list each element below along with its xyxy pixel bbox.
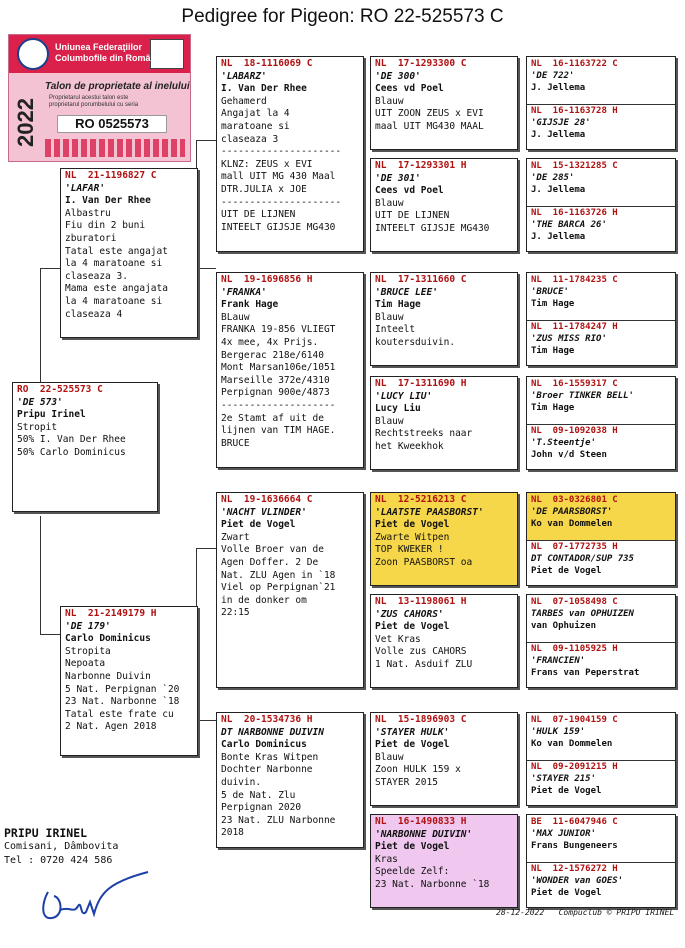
owner-name: Piet de Vogel	[375, 519, 450, 531]
info-line: Perpignan 900e/4873	[221, 387, 330, 399]
info-line: Zwart	[221, 531, 250, 543]
owner-name: Piet de Vogel	[531, 566, 602, 576]
connector-line	[40, 268, 41, 386]
great-grandparent-card[interactable]	[370, 492, 518, 586]
ancestor-pair-card[interactable]	[526, 56, 676, 150]
pigeon-name: 'LABARZ'	[221, 70, 267, 82]
owner-name: Piet de Vogel	[375, 621, 450, 633]
grandparent-card[interactable]	[216, 712, 364, 848]
pigeon-name: 'NACHT VLINDER'	[221, 506, 307, 518]
breeder-address: Comisani, Dâmbovita	[4, 841, 119, 852]
info-line: 2018	[221, 827, 244, 839]
pair-divider	[527, 862, 676, 863]
info-line: Narbonne Duivin	[65, 670, 151, 682]
ring-number: NL 19-1636664 C	[221, 494, 313, 505]
owner-name: Pripu Irinel	[17, 409, 86, 421]
owner-name: Carlo Dominicus	[221, 739, 307, 751]
owner-name: Frank Hage	[221, 299, 279, 311]
signature-image	[30, 862, 160, 932]
owner-name: J. Jellema	[531, 130, 586, 140]
info-line: Zoon PAASBORST oa	[375, 556, 473, 568]
ring-number: NL 07-1058498 C	[531, 597, 618, 607]
pigeon-name: TARBES van OPHUIZEN	[531, 609, 634, 619]
info-line: Inteelt	[375, 324, 416, 336]
owner-name: Carlo Dominicus	[65, 633, 151, 645]
info-line: Nat. ZLU Agen in `18	[221, 569, 336, 581]
pigeon-name: 'BRUCE'	[531, 287, 569, 297]
info-line: in de donker om	[221, 594, 307, 606]
ancestor-pair-card[interactable]	[526, 272, 676, 366]
pair-divider	[527, 320, 676, 321]
pair-divider	[527, 642, 676, 643]
pigeon-name: 'WONDER van GOES'	[531, 876, 624, 886]
pigeon-name: 'DE 285'	[531, 173, 575, 183]
ring-number: NL 21-1196827 C	[65, 170, 157, 181]
info-line: Albastru	[65, 207, 111, 219]
info-line: 5 de Nat. Zlu	[221, 789, 296, 801]
info-line: 5 Nat. Perpignan `20	[65, 683, 180, 695]
ring-number: NL 16-1559317 C	[531, 379, 618, 389]
pair-divider	[527, 206, 676, 207]
dam-card[interactable]	[60, 606, 198, 756]
info-line: Gehamerd	[221, 95, 267, 107]
ring-number: NL 16-1163722 C	[531, 59, 618, 69]
pigeon-name: DT NARBONNE DUIVIN	[221, 726, 324, 738]
stamp-line1: Uniunea Federaţiilor	[55, 42, 143, 52]
pigeon-name: 'THE BARCA 26'	[531, 220, 607, 230]
page-title: Pedigree for Pigeon: RO 22-525573 C	[181, 6, 504, 27]
owner-name: Ko van Dommelen	[531, 519, 613, 529]
info-line: maal UIT MG430 MAAL	[375, 120, 484, 132]
pigeon-name: 'STAYER HULK'	[375, 726, 450, 738]
pigeon-name: 'DE 573'	[17, 396, 63, 408]
ring-number: NL 17-1293301 H	[375, 160, 467, 171]
info-line: Volle zus CAHORS	[375, 646, 467, 658]
info-line: Angajat la 4	[221, 108, 290, 120]
pigeon-name: 'BRUCE LEE'	[375, 286, 438, 298]
owner-name: Frans van Peperstrat	[531, 668, 640, 678]
info-line: lijnen van TIM HAGE.	[221, 425, 336, 437]
info-line: 2e Stamt af uit de	[221, 412, 324, 424]
ancestor-pair-card[interactable]	[526, 376, 676, 470]
ring-number: NL 16-1163728 H	[531, 106, 618, 116]
info-line: 22:15	[221, 607, 250, 619]
ring-number: NL 13-1198061 H	[375, 596, 467, 607]
footer-text: 28-12-2022 Compuclub © PRIPU IRINEL	[496, 908, 675, 917]
pigeon-name: 'DE 179'	[65, 620, 111, 632]
info-line: 23 Nat. ZLU Narbonne	[221, 814, 336, 826]
ring-number: NL 16-1163726 H	[531, 208, 618, 218]
ancestor-pair-card[interactable]	[526, 712, 676, 806]
owner-name: Tim Hage	[375, 299, 421, 311]
ring-number: NL 03-0326801 C	[531, 495, 618, 505]
info-line: Stropita	[65, 645, 111, 657]
info-line: Blauw	[375, 311, 404, 323]
owner-name: van Ophuizen	[531, 621, 597, 631]
info-line: 50% I. Van Der Rhee	[17, 434, 126, 446]
info-line: BLauw	[221, 311, 250, 323]
ring-number: NL 12-5216213 C	[375, 494, 467, 505]
ancestor-pair-card[interactable]	[526, 492, 676, 586]
great-grandparent-card[interactable]	[370, 376, 518, 470]
info-line: koutersduivin.	[375, 336, 456, 348]
ring-number: NL 20-1534736 H	[221, 714, 313, 725]
info-line: 23 Nat. Narbonne `18	[375, 878, 490, 890]
great-grandparent-card[interactable]	[370, 56, 518, 150]
ancestor-pair-card[interactable]	[526, 594, 676, 688]
owner-name: Piet de Vogel	[375, 739, 450, 751]
ring-number: BE 11-6047946 C	[531, 817, 618, 827]
info-line: Vet Kras	[375, 633, 421, 645]
ring-number: NL 07-1904159 C	[531, 715, 618, 725]
ring-number: NL 09-1092038 H	[531, 426, 618, 436]
pigeon-name: 'FRANCIEN'	[531, 656, 586, 666]
pigeon-name: 'DE 301'	[375, 172, 421, 184]
info-line: Viel op Perpignan`21	[221, 582, 336, 594]
info-line: 23 Nat. Narbonne `18	[65, 696, 180, 708]
owner-name: J. Jellema	[531, 232, 586, 242]
info-line: 50% Carlo Dominicus	[17, 446, 126, 458]
owner-name: Tim Hage	[531, 346, 575, 356]
great-grandparent-card[interactable]	[370, 272, 518, 366]
connector-line	[196, 140, 216, 141]
ring-number: RO 22-525573 C	[17, 384, 103, 395]
owner-name: Piet de Vogel	[221, 519, 296, 531]
info-line: Tatal este frate cu	[65, 708, 174, 720]
info-line: maratoane si	[221, 120, 290, 132]
info-line: Marseille 372e/4310	[221, 374, 330, 386]
ring-number: NL 17-1311660 C	[375, 274, 467, 285]
ring-number: NL 07-1772735 H	[531, 542, 618, 552]
connector-line	[196, 268, 216, 269]
info-line: BRUCE	[221, 437, 250, 449]
federation-logo-icon	[17, 38, 49, 70]
info-line: Fiu din 2 buni	[65, 220, 146, 232]
pigeon-name: 'FRANKA'	[221, 286, 267, 298]
breeder-name: PRIPU IRINEL	[4, 826, 88, 840]
stamp-pattern	[45, 139, 185, 157]
pair-divider	[527, 104, 676, 105]
pair-divider	[527, 424, 676, 425]
info-line: UIT ZOON ZEUS x EVI	[375, 108, 484, 120]
ring-number: NL 16-1490833 H	[375, 816, 467, 827]
info-line: 2 Nat. Agen 2018	[65, 721, 157, 733]
grandparent-card[interactable]	[216, 492, 364, 688]
info-line: zburatori	[65, 232, 117, 244]
ring-number: NL 11-1784235 C	[531, 275, 618, 285]
ancestor-pair-card[interactable]	[526, 158, 676, 252]
owner-name: I. Van Der Rhee	[65, 195, 151, 207]
connector-line	[40, 634, 60, 635]
sire-card[interactable]	[60, 168, 198, 338]
info-line: STAYER 2015	[375, 776, 438, 788]
ring-number: NL 11-1784247 H	[531, 322, 618, 332]
great-grandparent-card[interactable]	[370, 712, 518, 806]
info-line: la 4 maratoane si	[65, 295, 163, 307]
info-line: duivin.	[221, 776, 262, 788]
pigeon-name: 'DE 722'	[531, 71, 575, 81]
pigeon-name: 'HULK 159'	[531, 727, 586, 737]
owner-name: Frans Bungeneers	[531, 841, 618, 851]
info-line: claseaza 4	[65, 308, 123, 320]
info-line: DTR.JULIA x JOE	[221, 183, 307, 195]
info-line: Stropit	[17, 421, 58, 433]
pigeon-name: 'ZUS MISS RIO'	[531, 334, 607, 344]
pigeon-name: 'LAFAR'	[65, 182, 106, 194]
info-line: 4x mee, 4x Prijs.	[221, 336, 319, 348]
ring-number: NL 17-1311690 H	[375, 378, 467, 389]
ring-number: NL 15-1896903 C	[375, 714, 467, 725]
info-line: FRANKA 19-856 VLIEGT	[221, 324, 336, 336]
info-line: ---------------------	[221, 146, 342, 158]
connector-line	[40, 516, 41, 634]
ring-number: NL 09-1105925 H	[531, 644, 618, 654]
owner-name: Piet de Vogel	[531, 888, 602, 898]
owner-name: Lucy Liu	[375, 403, 421, 415]
info-line: INTEELT GIJSJE MG430	[375, 222, 490, 234]
pigeon-name: 'NARBONNE DUIVIN'	[375, 828, 473, 840]
info-line: UIT DE LIJNEN	[375, 210, 450, 222]
info-line: Volle Broer van de	[221, 544, 324, 556]
info-line: het Kweekhok	[375, 440, 444, 452]
pigeon-name: 'LAATSTE PAASBORST'	[375, 506, 484, 518]
ring-number: NL 18-1116069 C	[221, 58, 313, 69]
pigeon-name: 'STAYER 215'	[531, 774, 597, 784]
owner-name: Cees vd Poel	[375, 83, 444, 95]
info-line: Zwarte Witpen	[375, 531, 450, 543]
stamp-number: RO 0525573	[57, 115, 167, 133]
info-line: claseaza 3.	[65, 270, 128, 282]
ring-number: NL 17-1293300 C	[375, 58, 467, 69]
info-line: KLNZ: ZEUS x EVI	[221, 158, 313, 170]
pigeon-name: 'DE PAARSBORST'	[531, 507, 613, 517]
ring-certificate-stamp	[8, 34, 191, 162]
info-line: Dochter Narbonne	[221, 764, 313, 776]
info-line: Perpignan 2020	[221, 802, 302, 814]
pair-divider	[527, 540, 676, 541]
info-line: 1 Nat. Asduif ZLU	[375, 658, 473, 670]
info-line: la 4 maratoane si	[65, 258, 163, 270]
owner-name: Piet de Vogel	[531, 786, 602, 796]
grandparent-card[interactable]	[216, 56, 364, 252]
info-line: Agen Doffer. 2 De	[221, 556, 319, 568]
owner-name: John v/d Steen	[531, 450, 607, 460]
owner-name: I. Van Der Rhee	[221, 83, 307, 95]
owner-name: Tim Hage	[531, 299, 575, 309]
owner-name: J. Jellema	[531, 185, 586, 195]
info-line: mall UIT MG 430 Maal	[221, 171, 336, 183]
subject-card[interactable]	[12, 382, 158, 512]
pigeon-name: 'ZUS CAHORS'	[375, 608, 444, 620]
info-line: Rechtstreeks naar	[375, 428, 473, 440]
stamp-line2: Columbofile din România	[55, 53, 164, 63]
connector-line	[196, 720, 216, 721]
connector-line	[40, 268, 60, 269]
info-line: Blauw	[375, 751, 404, 763]
stamp-heading: Talon de proprietate al inelului	[45, 81, 190, 92]
info-line: Tatal este angajat	[65, 245, 168, 257]
info-line: Kras	[375, 853, 398, 865]
info-line: Zoon HULK 159 x	[375, 764, 461, 776]
info-line: Mont Marsan106e/1051	[221, 362, 336, 374]
info-line: Bonte Kras Witpen	[221, 751, 319, 763]
pair-divider	[527, 760, 676, 761]
info-line: Blauw	[375, 197, 404, 209]
ring-number: NL 09-2091215 H	[531, 762, 618, 772]
info-line: ---------------------	[221, 196, 342, 208]
info-line: Blauw	[375, 415, 404, 427]
great-grandparent-card[interactable]	[370, 594, 518, 688]
info-line: Bergerac 218e/6140	[221, 349, 324, 361]
connector-line	[196, 548, 216, 549]
pigeon-name: 'T.Steentje'	[531, 438, 597, 448]
pigeon-name: 'GIJSJE 28'	[531, 118, 591, 128]
stamp-sub2: proprietarul porumbelului cu seria	[49, 102, 139, 108]
grandparent-card[interactable]	[216, 272, 364, 468]
great-grandparent-card[interactable]	[370, 158, 518, 252]
pigeon-name: 'MAX JUNIOR'	[531, 829, 597, 839]
info-line: --------------------	[221, 399, 336, 411]
owner-name: J. Jellema	[531, 83, 586, 93]
owner-name: Tim Hage	[531, 403, 575, 413]
breeder-phone: Tel : 0720 424 586	[4, 855, 113, 866]
pigeon-name: DT CONTADOR/SUP 735	[531, 554, 634, 564]
info-line: Nepoata	[65, 658, 106, 670]
info-line: claseaza 3	[221, 133, 279, 145]
owner-name: Cees vd Poel	[375, 185, 444, 197]
pigeon-name: 'DE 300'	[375, 70, 421, 82]
pigeon-name: 'Broer TINKER BELL'	[531, 391, 634, 401]
ring-number: NL 21-2149179 H	[65, 608, 157, 619]
info-line: Mama este angajata	[65, 283, 168, 295]
info-line: UIT DE LIJNEN	[221, 209, 296, 221]
info-line: INTEELT GIJSJE MG430	[221, 221, 336, 233]
ring-number: NL 15-1321285 C	[531, 161, 618, 171]
great-grandparent-card[interactable]	[370, 814, 518, 908]
info-line: TOP KWEKER !	[375, 544, 444, 556]
ring-number: NL 19-1696856 H	[221, 274, 313, 285]
ring-number: NL 12-1576272 H	[531, 864, 618, 874]
stamp-sub1: Proprietarul acestui talon este	[49, 95, 129, 101]
stamp-year: 2022	[13, 98, 38, 147]
info-line: Speelde Zelf:	[375, 866, 450, 878]
pigeon-name: 'LUCY LIU'	[375, 390, 433, 402]
info-line: Blauw	[375, 95, 404, 107]
owner-name: Piet de Vogel	[375, 841, 450, 853]
ancestor-pair-card[interactable]	[526, 814, 676, 908]
owner-name: Ko van Dommelen	[531, 739, 613, 749]
